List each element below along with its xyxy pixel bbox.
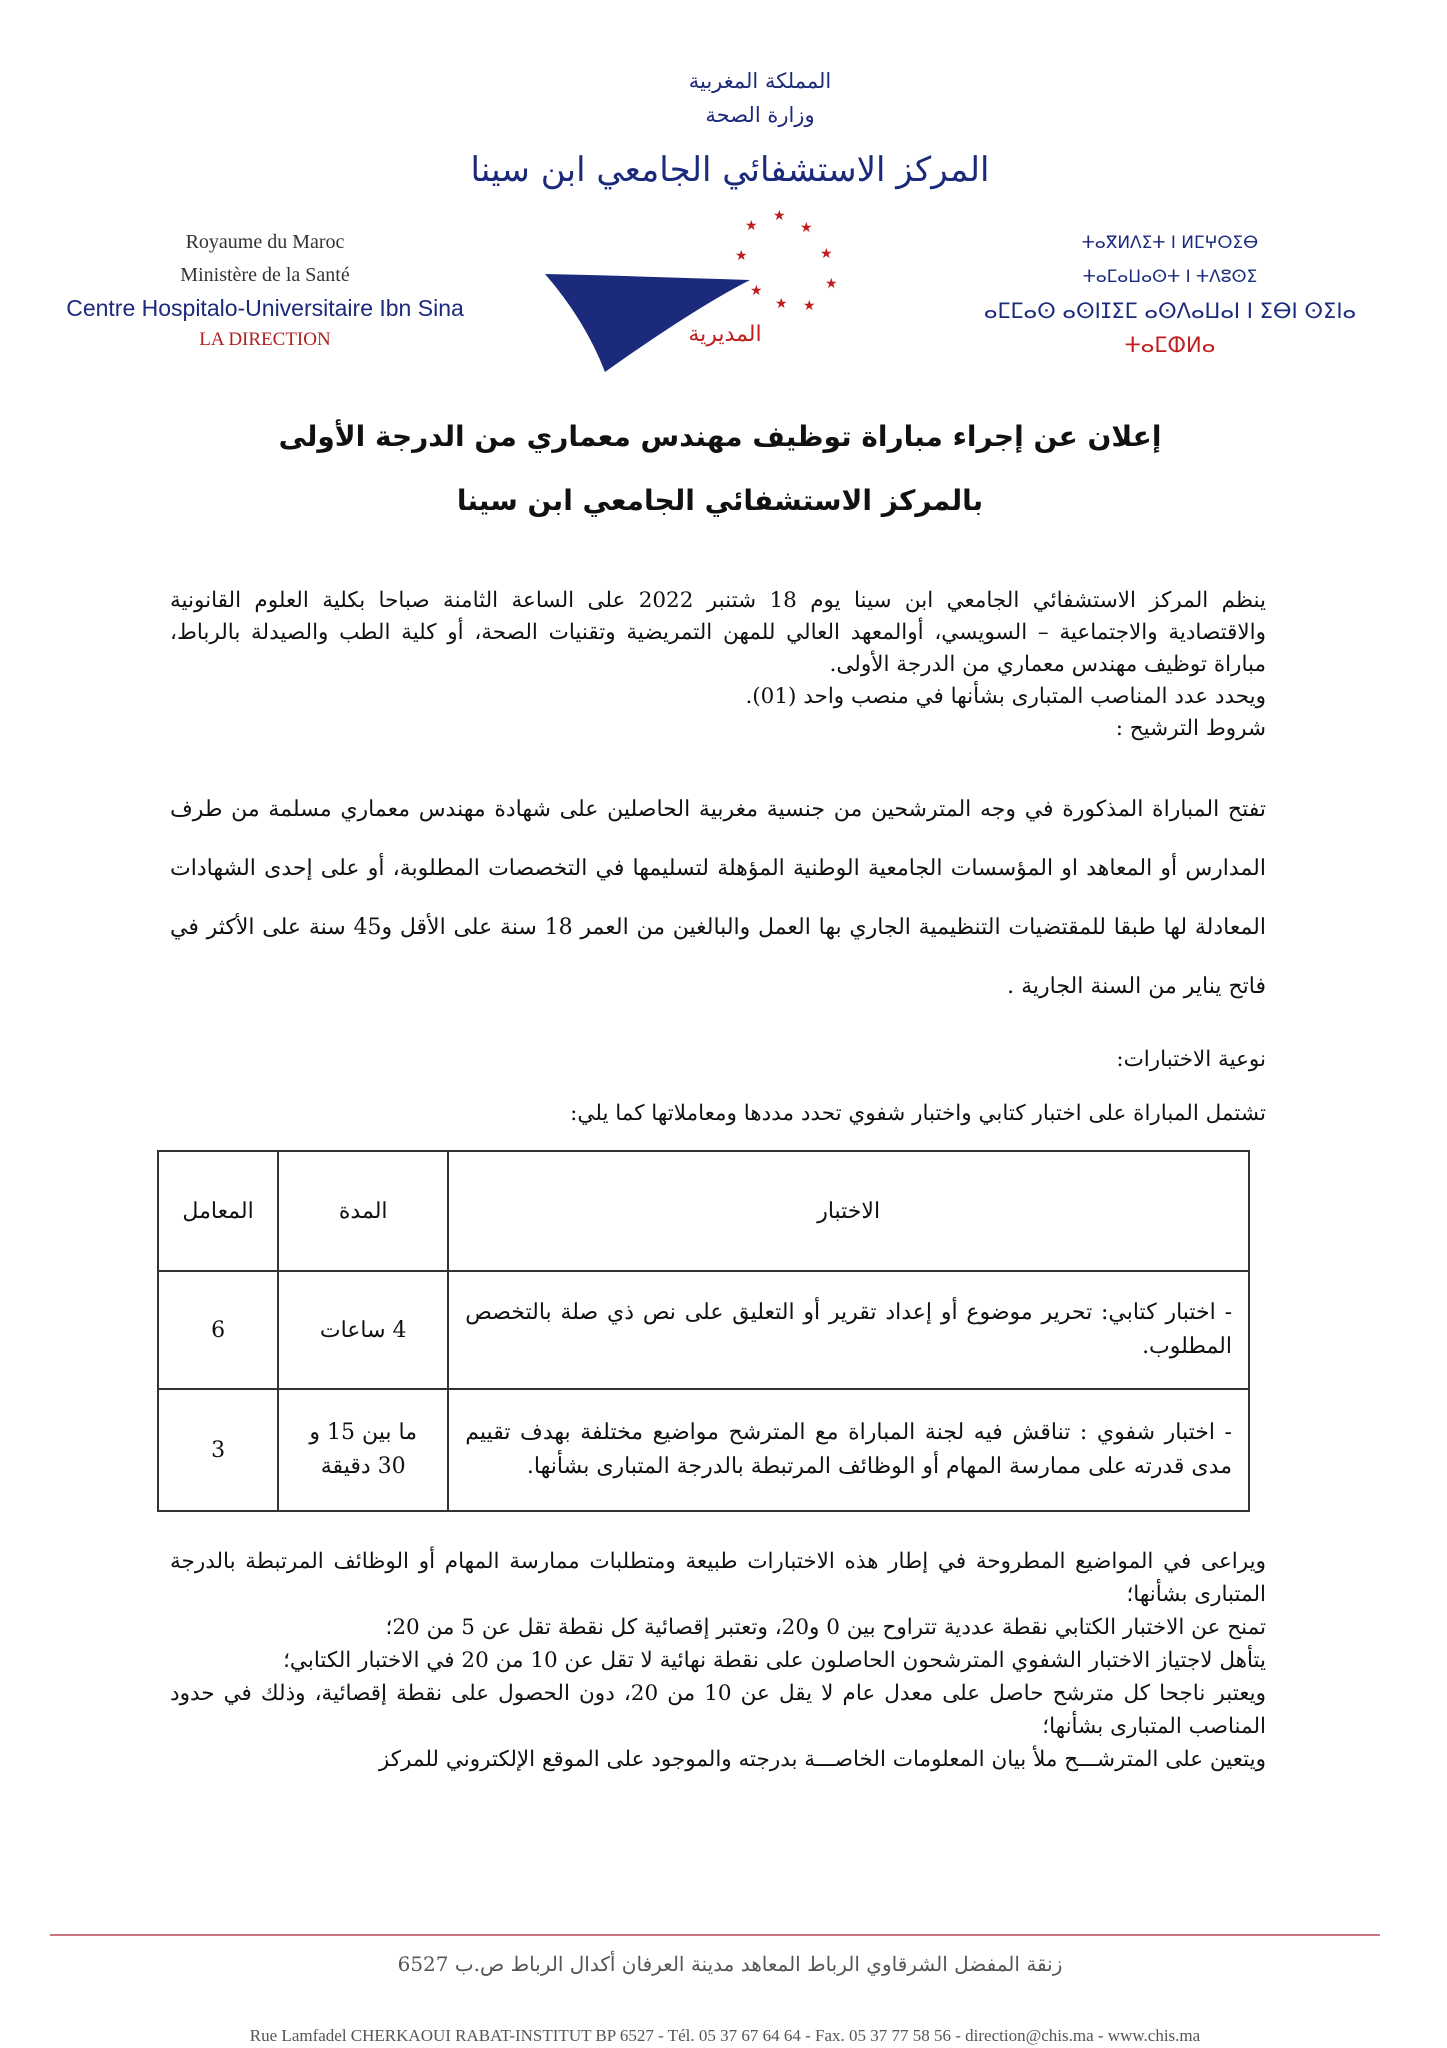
svg-text:★: ★ [825,276,838,292]
rules-section [170,1545,1266,1776]
svg-text:★: ★ [750,283,763,299]
written-exam-duration: 4 ساعات [278,1271,448,1389]
svg-text:★: ★ [820,246,833,262]
svg-text:★: ★ [745,218,758,234]
written-exam-desc: - اختبار كتابي: تحرير موضوع أو إعداد تقرير أو التعليق على نص ذي صلة بالتخصص المطلوب. [448,1271,1249,1389]
svg-text:★: ★ [803,298,816,314]
col-header-duration: المدة [278,1151,448,1271]
svg-text:★: ★ [773,210,786,224]
oral-exam-coefficient: 3 [158,1389,278,1511]
header-tifinagh-block [960,226,1380,362]
logo-caption: المديرية [688,322,762,347]
rule-item: ويتعين على المترشـــح ملأ بيان المعلومات الخاصـــة بدرجته والموجود على الموقع الإلكتروني للمركز [378,1747,1266,1772]
rule-item: تمنح عن الاختبار الكتابي نقطة عددية تتراوح بين 0 و20، وتعتبر إقصائية كل نقطة تقل عن 5 من 20؛ [385,1615,1266,1640]
announcement-title-line1: إعلان عن إجراء مباراة توظيف مهندس معماري من الدرجة الأولى [278,420,1162,453]
rule-item: ويراعى في المواضيع المطروحة في إطار هذه الاختبارات طبيعة ومتطلبات ممارسة المهام أو الوظائف المرتبطة بالدرجة المتبارى بشأنها؛ [170,1549,1266,1607]
oral-exam-desc: - اختبار شفوي : تناقش فيه لجنة المباراة مع المترشح مواضيع مختلفة بهدف تقييم مدى قدرته على ممارسة المهام أو الوظائف المرتبطة بالدرجة المتبارى بشأنها. [448,1389,1249,1511]
rule-item: ويعتبر ناجحا كل مترشح حاصل على معدل عام لا يقل عن 10 من 20، دون الحصول على نقطة إقصائية، وذلك في حدود المناصب المتبارى بشأنها؛ [170,1681,1266,1739]
intro-paragraph: ينظم المركز الاستشفائي الجامعي ابن سينا يوم 18 شتنبر 2022 على الساعة الثامنة صباحا بكلية العلوم القانونية والاقتصادية والاجتماعية – السويسي، أوالمعهد العالي للمهن التمريضية وتقنيات الصحة، أو كلية الطب والصيدلة بالرباط، مباراة توظيف مهندس معماري من الدرجة الأولى. [170,588,1266,677]
conditions-text: تفتح المباراة المذكورة في وجه المترشحين من جنسية مغربية الحاصلين على شهادة مهندس معماري مسلمة من طرف المدارس أو المعاهد او المؤسسات الجامعية الوطنية المؤهلة لتسليمها في التخصصات المطلوبة، أو على إحدى الشهادات المعادلة لها طبقا للمقتضيات التنظيمية الجاري بها العمل والبالغين من العمر 18 سنة على الأقل و45 سنة على الأكثر في فاتح يناير من السنة الجارية . [170,797,1266,999]
table-row [158,1271,1249,1389]
svg-text:★: ★ [735,248,748,264]
oral-exam-duration: ما بين 15 و 30 دقيقة [278,1389,448,1511]
announcement-title-line2: بالمركز الاستشفائي الجامعي ابن سينا [456,484,984,517]
header-ar-ministry: وزارة الصحة [705,103,815,127]
header-tif-kingdom: ⵜⴰⴳⵍⴷⵉⵜ ⵏ ⵍⵎⵖⵔⵉⴱ [1081,233,1259,253]
written-exam-coefficient: 6 [158,1271,278,1389]
table-header-row [158,1151,1249,1271]
header-tif-direction: ⵜⴰⵎⵀⵍⴰ [1124,333,1216,357]
header-ar-center: المركز الاستشفائي الجامعي ابن سينا [470,150,990,190]
footer-divider [50,1934,1380,1936]
header-fr-kingdom: Royaume du Maroc [185,231,345,253]
header-fr-block [30,226,500,355]
header-tif-ministry: ⵜⴰⵎⴰⵡⴰⵙⵜ ⵏ ⵜⴷⵓⵙⵉ [1082,267,1258,287]
svg-text:★: ★ [775,296,788,312]
header-tif-center: ⴰⵎⵎⴰⵙ ⴰⵙⵏⵊⵉⵎ ⴰⵙⴷⴰⵡⴰⵏ ⵏ ⵉⴱⵏ ⵙⵉⵏⴰ [983,299,1357,323]
intro-section [170,585,1266,745]
table-row [158,1389,1249,1511]
footer-ar-address: زنقة المفضل الشرقاوي الرباط المعاهد مدينة العرفان أكدال الرباط ص.ب 6527 [397,1952,1063,1976]
header-fr-ministry: Ministère de la Santé [180,264,350,286]
svg-text:★: ★ [800,220,813,236]
exams-table [157,1150,1250,1512]
exams-intro: تشتمل المباراة على اختبار كتابي واختبار شفوي تحدد مددها ومعاملاتها كما يلي: [570,1101,1266,1126]
header-ar-kingdom: المملكة المغربية [688,69,832,93]
rule-item: يتأهل لاجتياز الاختبار الشفوي المترشحون الحاصلون على نقطة نهائية لا تقل عن 10 من 20 في الاختبار الكتابي؛ [283,1648,1266,1673]
positions-count: ويحدد عدد المناصب المتبارى بشأنها في منصب واحد (01). [745,684,1266,709]
header-fr-direction: LA DIRECTION [199,329,331,350]
chu-logo-icon [545,210,865,380]
conditions-heading: شروط الترشيح : [1115,716,1266,741]
exams-heading: نوعية الاختبارات: [1116,1047,1266,1072]
header-fr-center: Centre Hospitalo-Universitaire Ibn Sina [66,295,464,321]
col-header-coefficient: المعامل [158,1151,278,1271]
col-header-exam: الاختبار [448,1151,1249,1271]
footer-fr-address: Rue Lamfadel CHERKAOUI RABAT-INSTITUT BP 6527 - Tél. 05 37 67 64 64 - Fax. 05 37 77 58 56 - direction@chis.ma - www.chis.ma [249,2026,1201,2045]
